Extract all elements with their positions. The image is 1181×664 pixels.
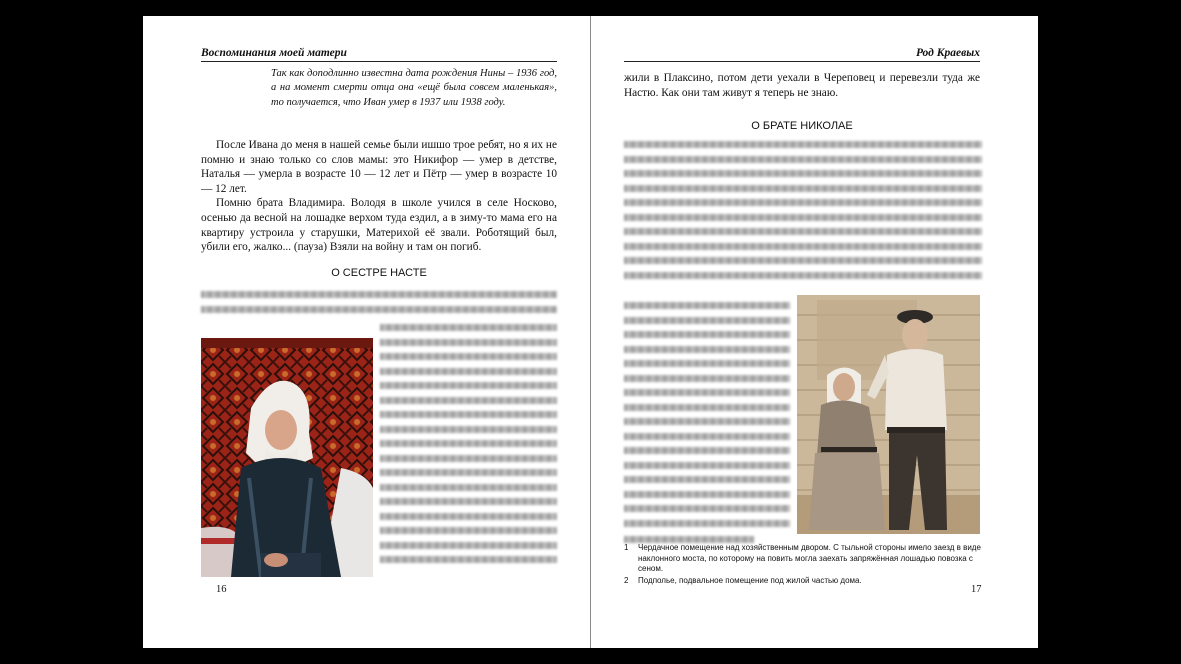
- footnote-1: [624, 543, 982, 575]
- photo-couple: [797, 295, 980, 534]
- redacted-text-full-width: [201, 291, 557, 320]
- left-page: [143, 16, 590, 648]
- header-rule-right: [624, 61, 980, 62]
- paragraph: Помню брата Владимира. Володя в школе учился в селе Носково, осенью да весной на лошадке верхом туда ездил, а в зиму-то мама его на квартиру устроила у старушки, Материхой её звали. Роботящий был, убили его, жалко... (пауза) Взяли на войну и там он погиб.: [201, 197, 557, 254]
- photo-old-woman: [201, 338, 373, 577]
- header-rule-left: [201, 61, 557, 62]
- continuation-text: жили в Плаксино, потом дети уехали в Череповец и перевезли туда же Настю. Как они там живут я теперь не знаю.: [624, 72, 980, 99]
- redacted-text-right-of-photo: [380, 324, 557, 571]
- body-text-left: [201, 138, 557, 255]
- paragraph: После Ивана до меня в нашей семье были ишшо трое ребят, но я их не помню и знаю только со слов мамы: это Никифор — умер в детстве, Наталья — умерла в возрасте 10 — 12 лет и Пётр — умер в возрасте 10 — 12 лет.: [201, 139, 557, 195]
- footnote-text: Подполье, подвальное помещение под жилой частью дома.: [638, 575, 862, 585]
- page-number-right: 17: [971, 584, 982, 595]
- book-spread: [143, 16, 1038, 648]
- footnote-number: 2: [624, 575, 629, 585]
- footnote-text: Чердачное помещение над хозяйственным двором. С тыльной стороны имело заезд в виде наклонного моста, по которому на повить могла заехать запряжённая лошадью повозка с сеном.: [638, 543, 981, 573]
- page-number-left: 16: [216, 584, 227, 595]
- footnote-2: [624, 576, 982, 587]
- right-page: [591, 16, 1038, 648]
- footnotes: [624, 543, 982, 587]
- section-heading-nastya: О СЕСТРЕ НАСТЕ: [331, 267, 427, 279]
- running-head-left: Воспоминания моей матери: [201, 47, 347, 59]
- footnote-number: 1: [624, 543, 629, 552]
- running-head-right: Род Краевых: [915, 47, 980, 59]
- dating-note: Так как доподлинно известна дата рождения Нины – 1936 год, а на момент смерти отца она «ещё была совсем маленькая», то получается, что Иван умер в 1937 или 1938 году.: [271, 68, 557, 108]
- redacted-text-top: [624, 141, 982, 286]
- redacted-text-left-of-photo: [624, 302, 790, 534]
- section-heading-nikolai: О БРАТЕ НИКОЛАЕ: [751, 120, 853, 132]
